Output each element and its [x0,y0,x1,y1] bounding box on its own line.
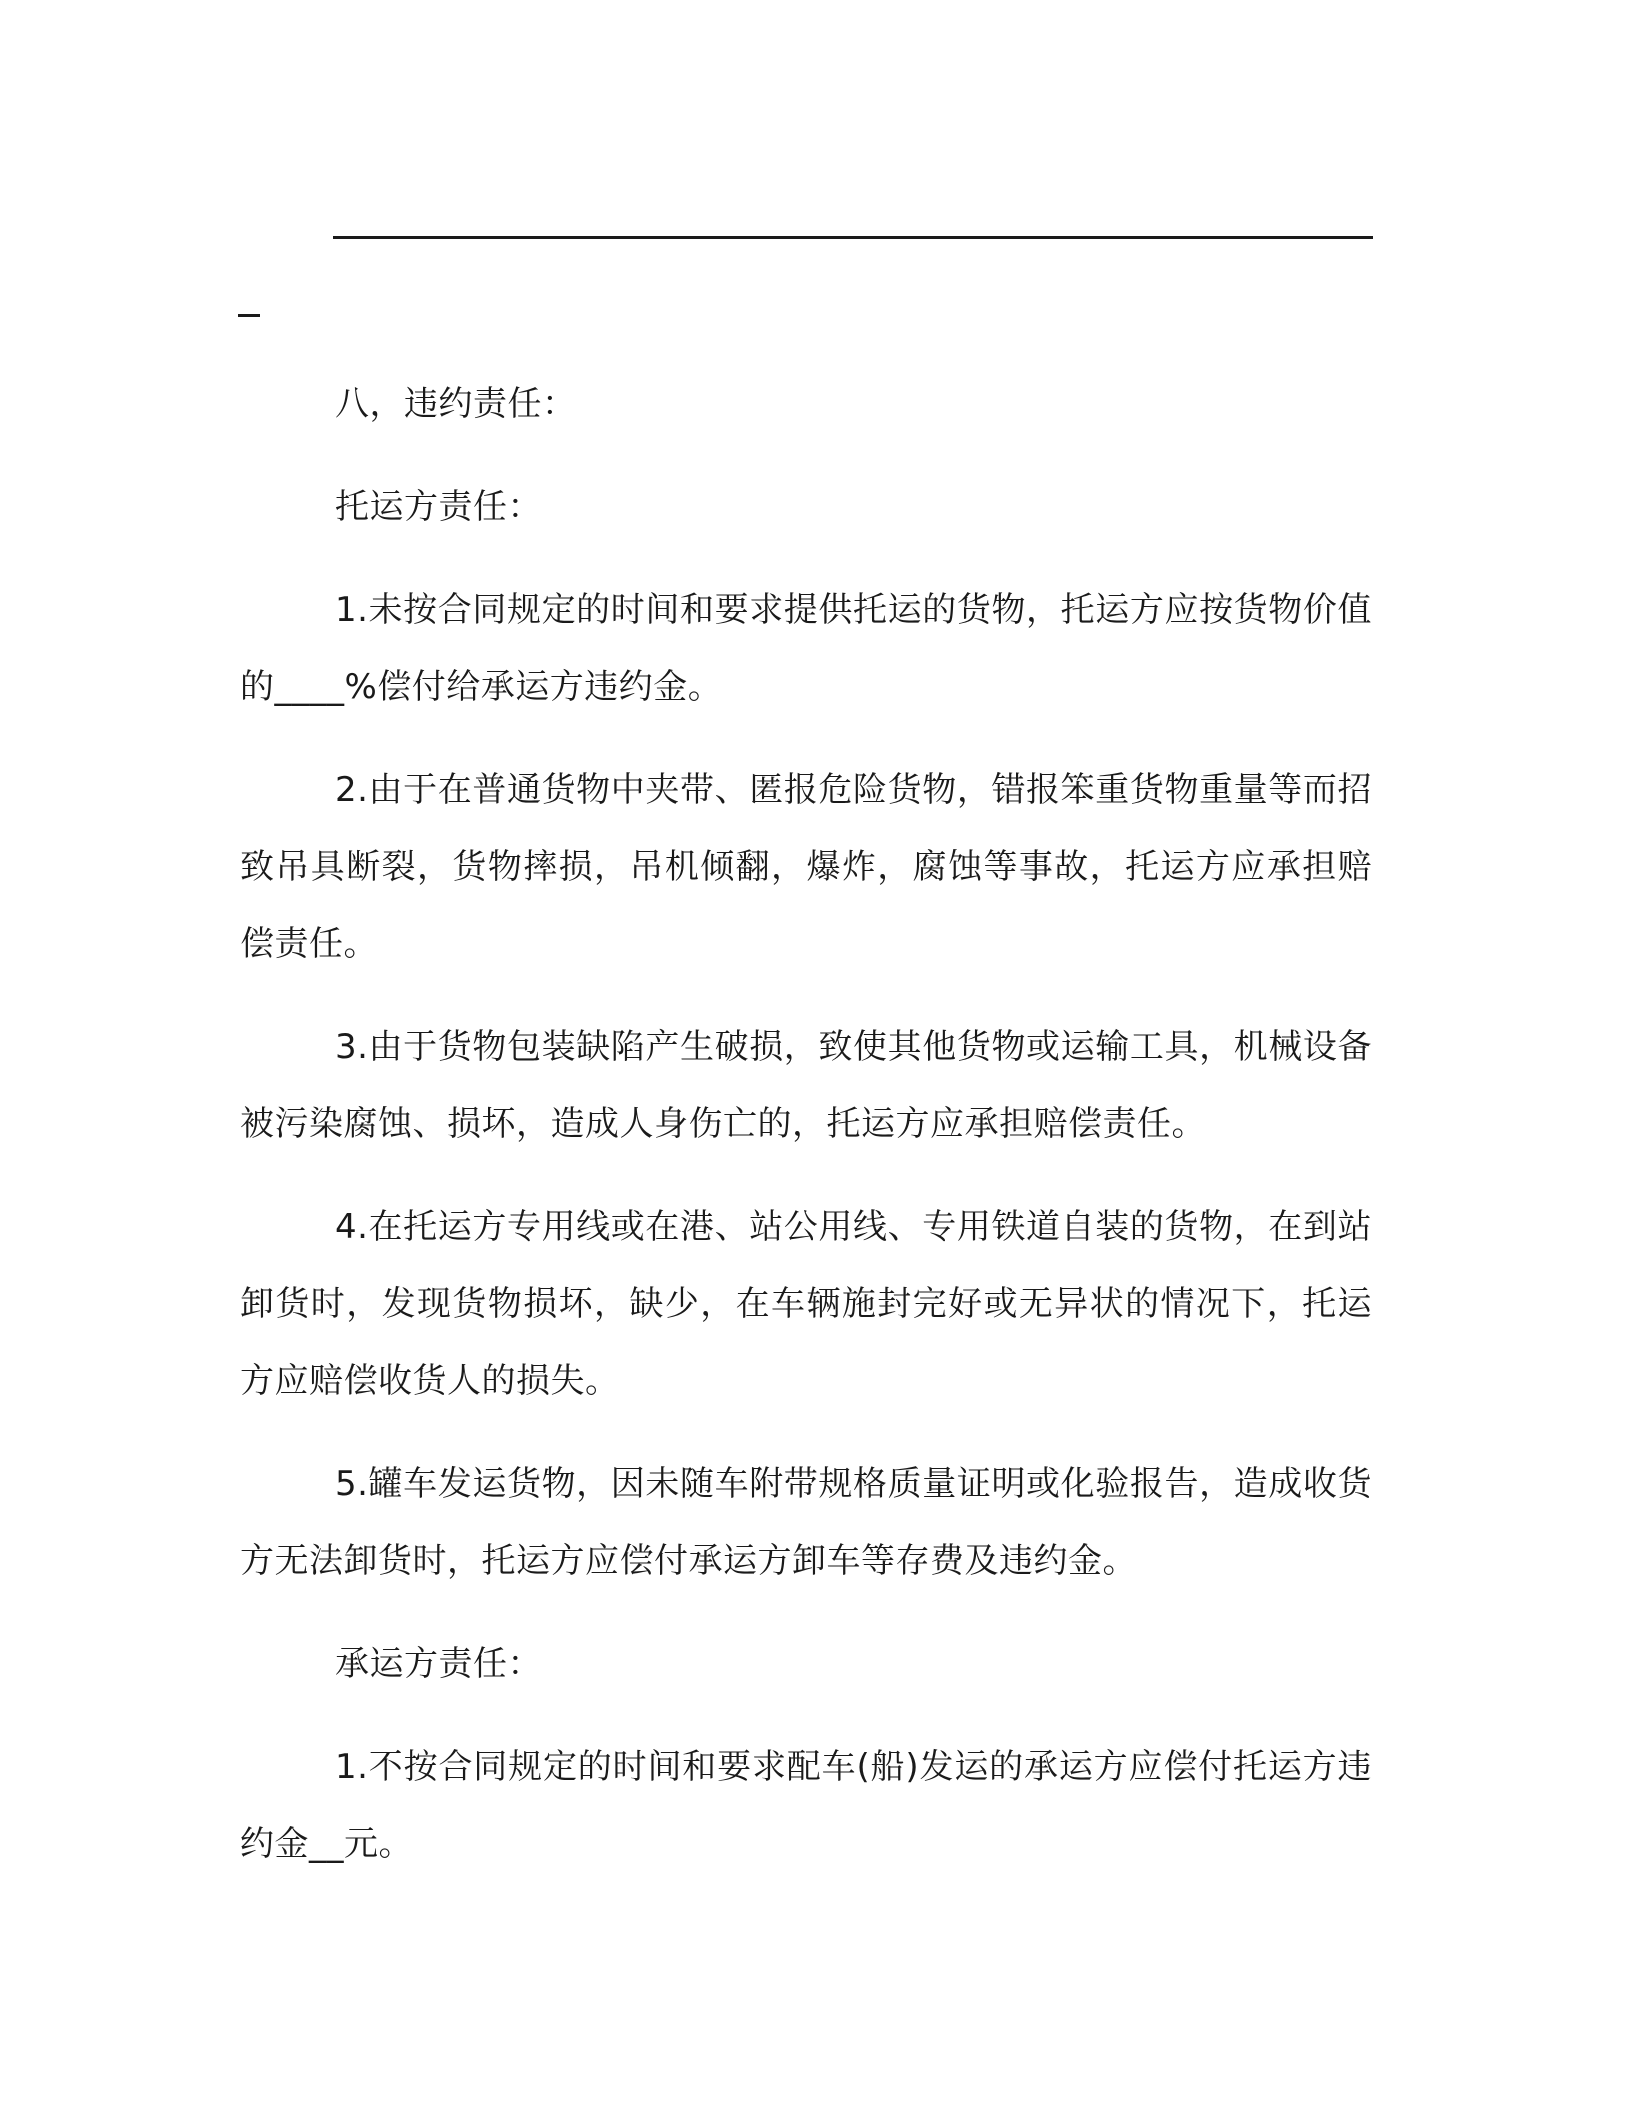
carrier-liability-heading: 承运方责任： [335,1644,542,1684]
blank-fill-line-continuation [238,314,260,317]
shipper-clause-2: 2.由于在普通货物中夹带、匿报危险货物，错报笨重货物重量等而招致吊具断裂，货物摔损，吊机倾翻，爆炸，腐蚀等事故，托运方应承担赔偿责任。 [240,770,1372,964]
document-body [240,366,1372,1909]
section-heading-liability: 八，违约责任： [335,384,577,424]
shipper-clause-5: 5.罐车发运货物，因未随车附带规格质量证明或化验报告，造成收货方无法卸货时，托运方应偿付承运方卸车等存费及违约金。 [240,1464,1372,1581]
shipper-clause-3: 3.由于货物包装缺陷产生破损，致使其他货物或运输工具，机械设备被污染腐蚀、损坏，造成人身伤亡的，托运方应承担赔偿责任。 [240,1027,1372,1144]
shipper-liability-heading: 托运方责任： [335,487,542,527]
carrier-clause-1: 1.不按合同规定的时间和要求配车(船)发运的承运方应偿付托运方违约金__元。 [240,1747,1372,1864]
shipper-clause-4: 4.在托运方专用线或在港、站公用线、专用铁道自装的货物，在到站卸货时，发现货物损坏，缺少，在车辆施封完好或无异状的情况下，托运方应赔偿收货人的损失。 [240,1207,1372,1401]
shipper-clause-1: 1.未按合同规定的时间和要求提供托运的货物，托运方应按货物价值的____%偿付给承运方违约金。 [240,590,1372,707]
blank-fill-line [333,236,1373,239]
